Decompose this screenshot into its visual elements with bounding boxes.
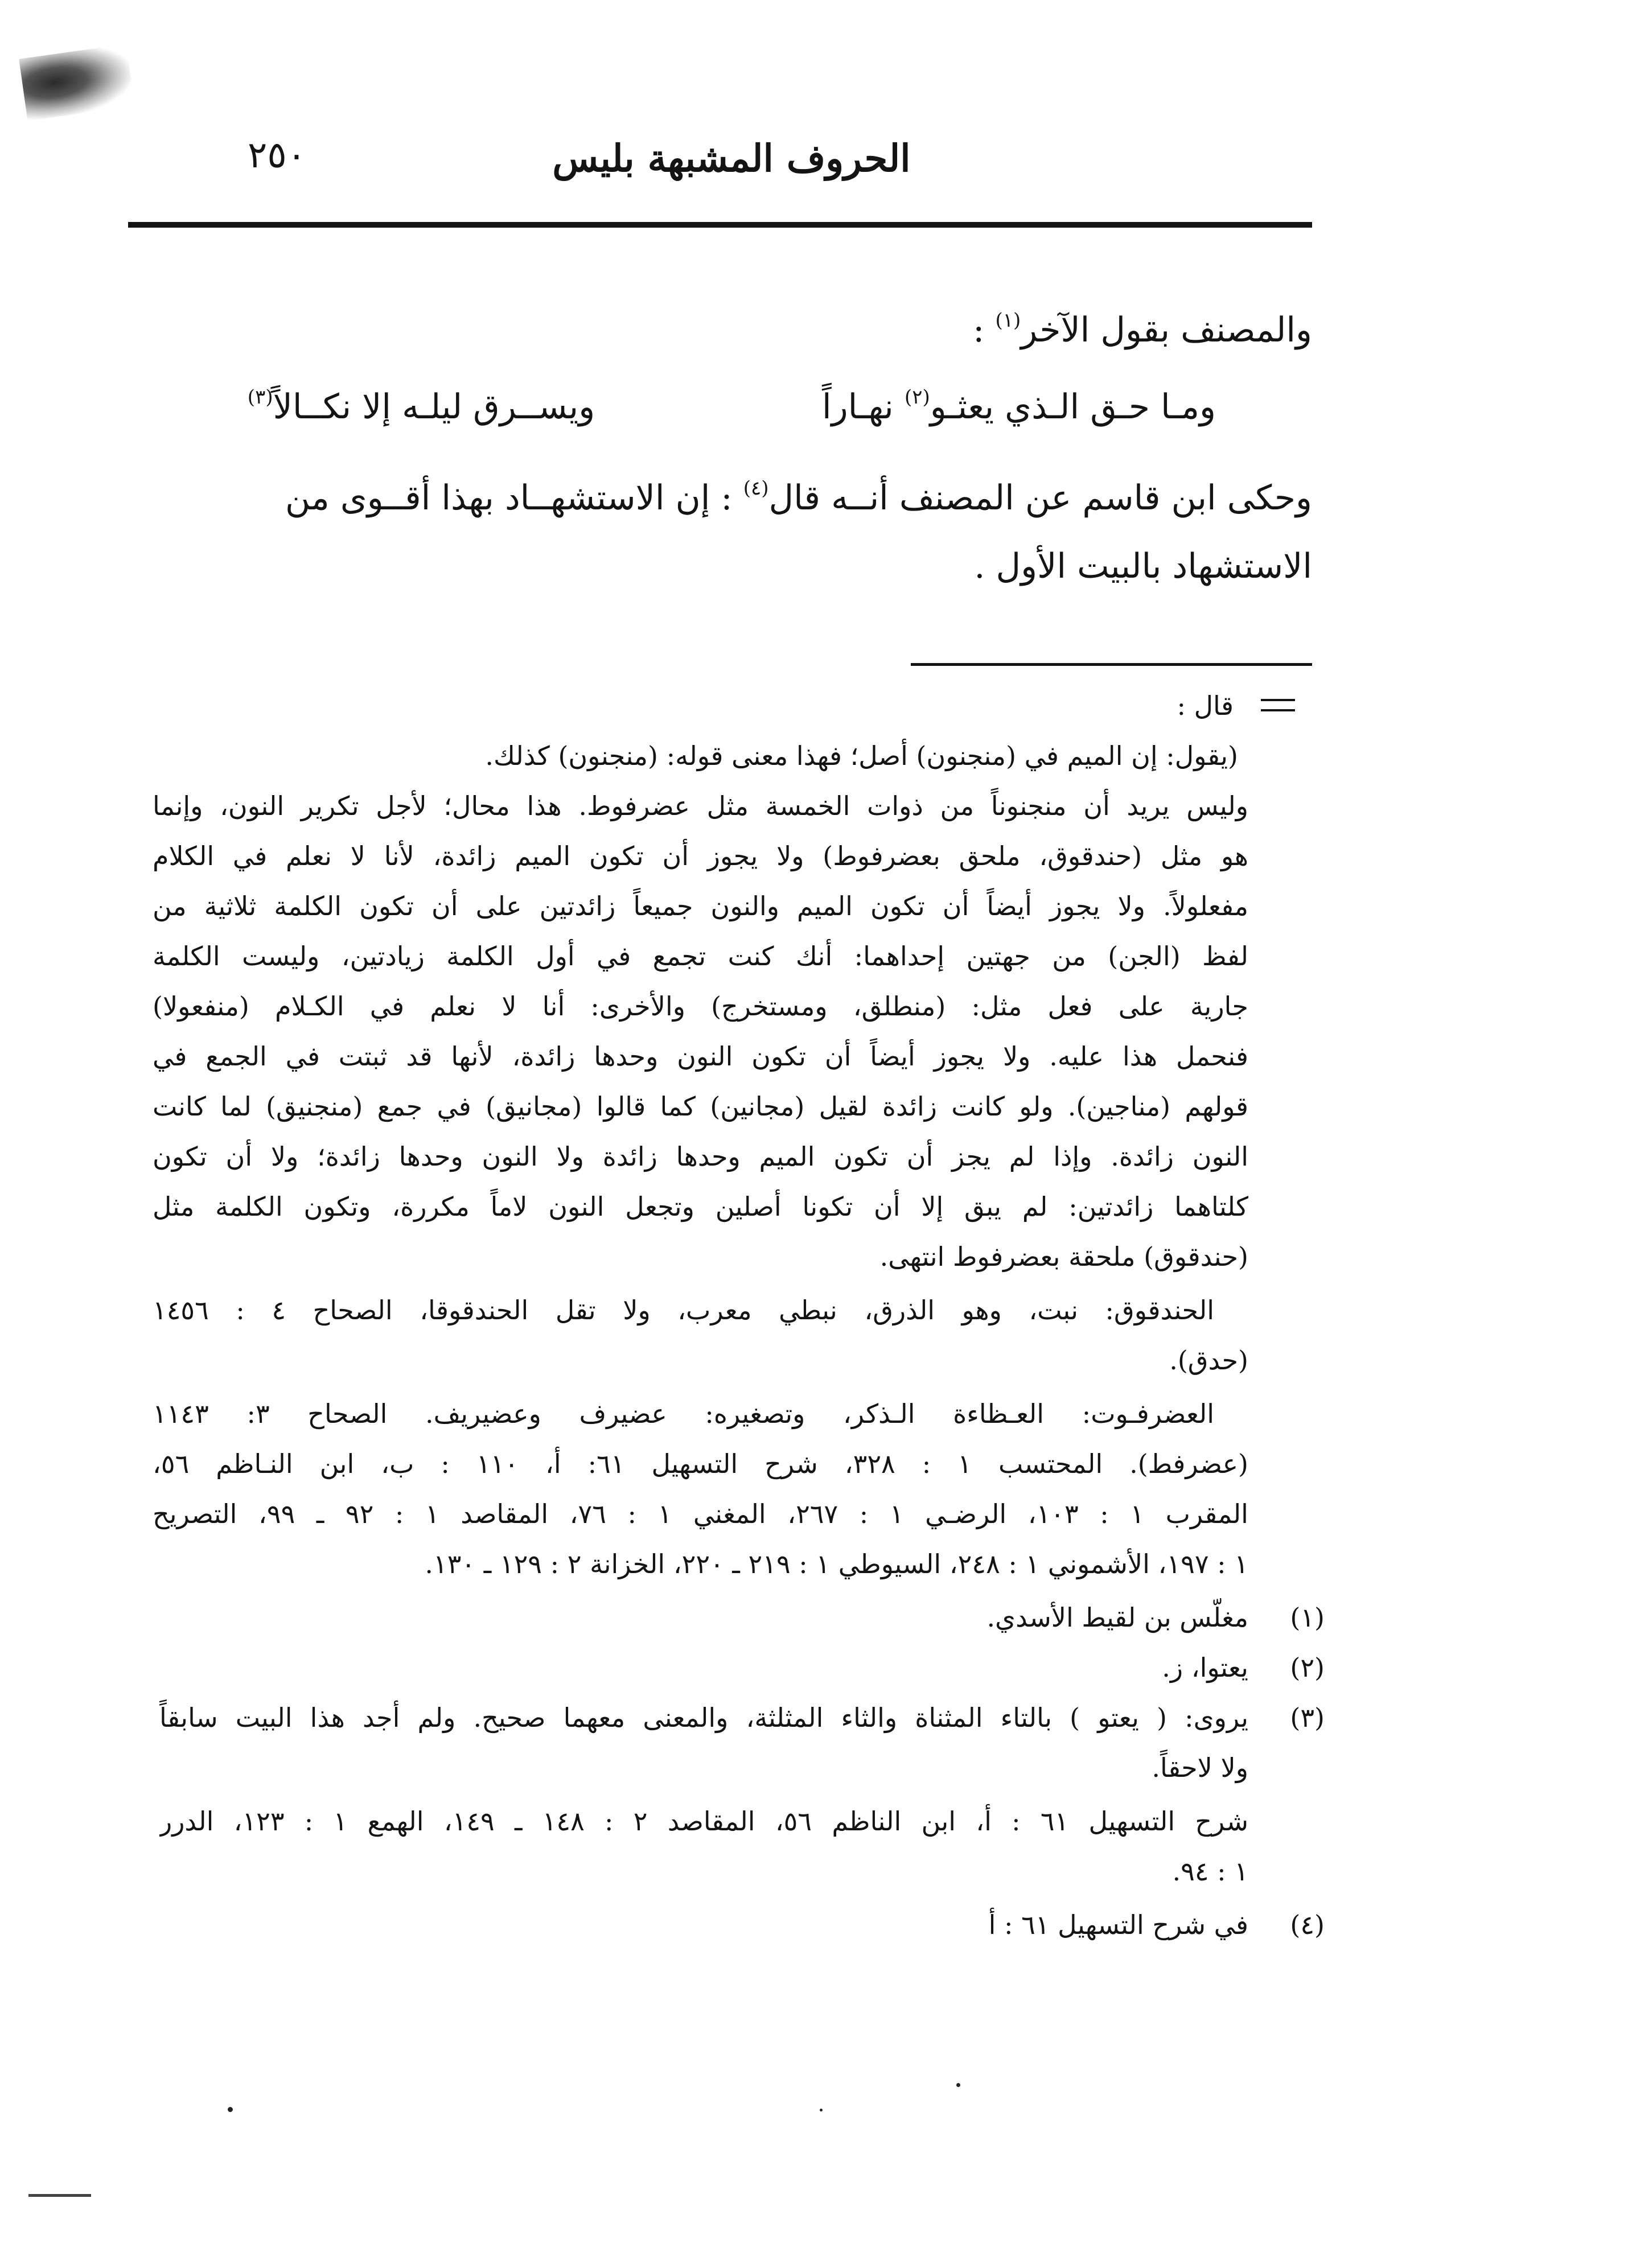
running-title: الحروف المشبهة بليس — [552, 136, 911, 180]
footnote-line: (حدق). — [1169, 1345, 1248, 1376]
body-line — [285, 464, 1312, 532]
footnote-line: قال : — [1177, 690, 1234, 721]
verse-first-hemistich — [726, 370, 1312, 444]
footnote-line: (عضرفط). المحتسب ١ : ٣٢٨، شرح التسهيل ٦١: أ، ١١٠ : ب، ابن النـاظم ٥٦، — [153, 1448, 1248, 1479]
footnote-line: يروى: ( يعتو ) بالتاء المثناة والثاء المثلثة، والمعنى معهما صحيح. ولم أجد هذا البيت سابقاً — [159, 1702, 1248, 1733]
footnote-line: في شرح التسهيل ٦١ : أ — [988, 1909, 1248, 1940]
body-text: : — [973, 310, 985, 350]
footnote-ref: (٣) — [247, 386, 273, 409]
verse — [128, 370, 1312, 444]
verse-second-hemistich — [128, 370, 714, 444]
body-text: وحكى ابن قاسم عن المصنف أنــه قال — [768, 478, 1312, 518]
footnote-line: النون زائدة. وإذا لم يجز أن تكون الميم وحدها زائدة ولا النون وحدها زائدة؛ ولا أن تكون — [153, 1141, 1248, 1172]
body-line: الاستشهاد بالبيت الأول . — [974, 546, 1312, 586]
footnote-line: ١ : ٩٤. — [1172, 1856, 1248, 1887]
footnote-line: ولا لاحقاً. — [1152, 1752, 1248, 1783]
footnote-line: قولهم (مناجين). ولو كانت زائدة لقيل (مجانين) كما قالوا (مجانيق) في جمع (منجنيق) لما كانت — [153, 1091, 1248, 1122]
page-number: ٢٥٠ — [248, 134, 307, 176]
footnote-number: (٣) — [1290, 1702, 1325, 1733]
footnote-ref: (٢) — [904, 386, 930, 409]
body-line — [973, 296, 1312, 364]
footnote-ref: (٤) — [743, 477, 769, 500]
footnote-line: شرح التسهيل ٦١ : أ، ابن الناظم ٥٦، المقاصد ٢ : ١٤٨ ـ ١٤٩، الهمع ١ : ١٢٣، الدرر — [159, 1806, 1248, 1837]
footnote-line: كلتاهما زائدتين: لم يبق إلا أن تكونا أصلين وتجعل النون لاماً مكررة، وتكون الكلمة مثل — [153, 1191, 1248, 1222]
footnote-number: (١) — [1290, 1602, 1325, 1633]
continuation-marker — [1261, 699, 1295, 716]
verse-text: نهـاراً — [822, 387, 905, 427]
scan-mark — [28, 2194, 91, 2197]
scan-speck — [956, 2083, 960, 2087]
footnote-line: وليس يريد أن منجنوناً من ذوات الخمسة مثل عضرفوط. هذا محال؛ لأجل تكرير النون، وإنما — [153, 791, 1248, 821]
footnote-ref: (١) — [995, 309, 1021, 332]
body-text: : إن الاستشهــاد بهذا أقــوى من — [285, 478, 743, 518]
footnote-line: هو مثل (حندقوق، ملحق بعضرفوط) ولا يجوز أن تكون الميم زائدة، لأنا لا نعلم في الكلام — [153, 841, 1248, 871]
footnote-line: المقرب ١ : ١٠٣، الرضـي ١ : ٢٦٧، المغني ١ : ٧٦، المقاصد ١ : ٩٢ ـ ٩٩، التصريح — [153, 1499, 1248, 1529]
footnote-line: ١ : ١٩٧، الأشموني ١ : ٢٤٨، السيوطي ١ : ٢١٩ ـ ٢٢٠، الخزانة ٢ : ١٢٩ ـ ١٣٠. — [425, 1549, 1248, 1579]
footnote-line: (يقول: إن الميم في (منجنون) أصل؛ فهذا معنى قوله: (منجنون) كذلك. — [485, 740, 1238, 771]
header-rule — [128, 222, 1312, 228]
scan-speck — [820, 2109, 823, 2111]
footnote-line: مغلّس بن لقيط الأسدي. — [986, 1602, 1248, 1633]
scan-speck — [228, 2107, 233, 2112]
footnote-line: جارية على فعل مثل: (منطلق، ومستخرج) والأخرى: أنا لا نعلم في الكـلام (منفعولا) — [153, 991, 1248, 1022]
scan-smudge — [19, 44, 134, 121]
footnote-line: الحندقوق: نبت، وهو الذرق، نبطي معرب، ولا تقل الحندقوقا، الصحاح ٤ : ١٤٥٦ — [153, 1295, 1214, 1326]
footnote-line: يعتوا، ز. — [1162, 1652, 1248, 1683]
footnote-number: (٢) — [1290, 1652, 1325, 1683]
footnote-line: لفظ (الجن) من جهتين إحداهما: أنك كنت تجمع في أول الكلمة زيادتين، وليست الكلمة — [153, 941, 1248, 972]
footnote-number: (٤) — [1290, 1909, 1325, 1940]
footnote-separator — [911, 663, 1312, 666]
footnote-line: (حندقوق) ملحقة بعضرفوط انتهى. — [879, 1241, 1248, 1272]
body-text: والمصنف بقول الآخر — [1021, 310, 1312, 350]
footnote-line: العضرفـوت: العـظاءة الـذكر، وتصغيره: عضيرف وعضيريف. الصحاح ٣: ١١٤٣ — [153, 1398, 1214, 1429]
footnote-line: مفعلولاً. ولا يجوز أيضاً أن تكون الميم والنون جميعاً زائدتين على أن تكون الكلمة ثلاثية من — [153, 891, 1248, 921]
verse-text: ويســرق ليلـه إلا نكــالاً — [273, 387, 595, 427]
footnote-line: فنحمل هذا عليه. ولا يجوز أيضاً أن تكون النون وحدها زائدة، لأنها قد ثبتت في الجمع في — [153, 1041, 1248, 1072]
verse-text: ومـا حـق الـذي يعثـو — [930, 387, 1216, 427]
